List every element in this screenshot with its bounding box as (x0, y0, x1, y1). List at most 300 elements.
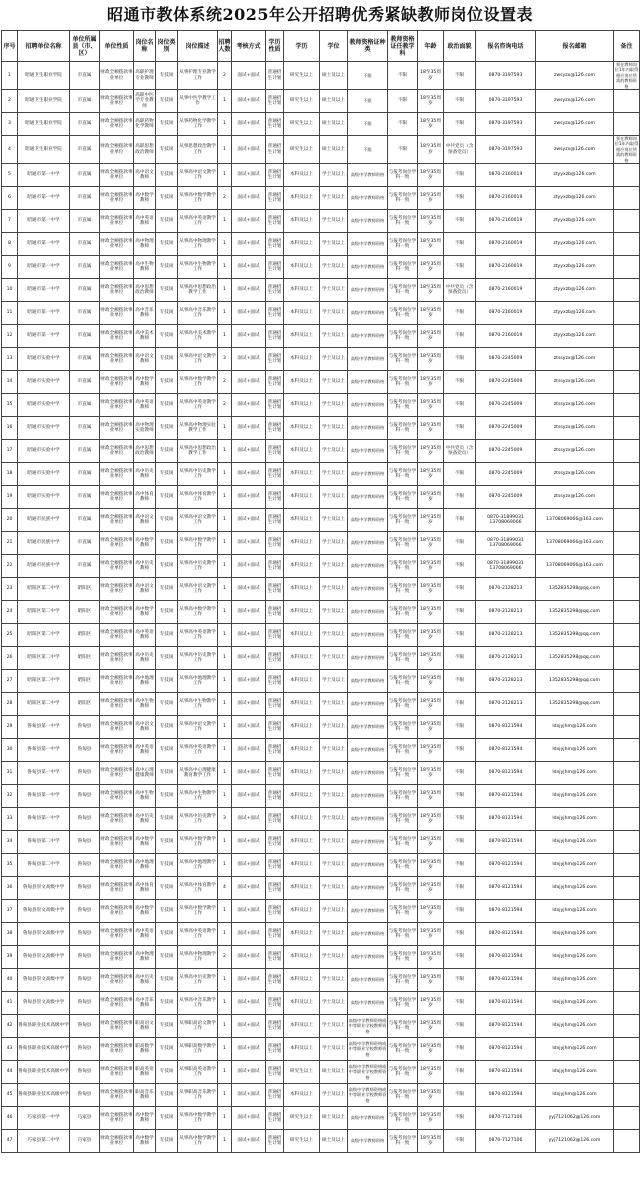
table-cell: 从事高中地理教学工作 (178, 670, 218, 693)
table-cell: 与报考岗位学科一致 (388, 1038, 418, 1061)
table-cell (614, 164, 640, 187)
table-cell: 面试+面试 (232, 877, 266, 900)
table-cell: 研究生以上 (284, 1130, 320, 1153)
table-header-row (2, 31, 640, 62)
table-cell: 鲁甸县 (70, 831, 100, 854)
table-cell: 昭通市第一中学 (18, 210, 70, 233)
table-cell: 不限 (444, 62, 476, 90)
table-cell: 面试+面试 (232, 1061, 266, 1084)
table-cell: 市直属 (70, 463, 100, 486)
table-cell: 不限 (444, 969, 476, 992)
table-cell: 面试+面试 (232, 831, 266, 854)
table-cell: 专技岗 (156, 1038, 178, 1061)
table-cell: 本科及以上 (284, 716, 320, 739)
table-cell: 43 (2, 1038, 18, 1061)
table-cell: 职高音乐教师 (134, 1084, 156, 1107)
table-cell: 市直属 (70, 62, 100, 90)
table-cell (614, 463, 640, 486)
table-cell: 高级中学教师资格 (348, 417, 388, 440)
table-cell: 不限 (348, 62, 388, 90)
table-row (2, 325, 640, 348)
table-cell: 昭通市第一中学 (18, 256, 70, 279)
table-cell: 学士及以上 (320, 693, 348, 716)
table-cell: 不限 (388, 113, 418, 136)
table-cell: 从事高中数学教学工作 (178, 371, 218, 394)
table-cell: 18至35周岁 (418, 371, 444, 394)
table-cell: 面试+面试 (232, 762, 266, 785)
table-cell: 本科及以上 (284, 555, 320, 578)
table-cell: 8 (2, 233, 18, 256)
table-cell: 市直属 (70, 136, 100, 164)
table-cell: 1 (218, 256, 232, 279)
table-cell: 本科及以上 (284, 325, 320, 348)
table-cell: 财政全额拨款事业单位 (100, 532, 134, 555)
table-cell (614, 233, 640, 256)
table-cell: 本科及以上 (284, 509, 320, 532)
table-cell: 1 (218, 486, 232, 509)
table-cell: 18至35周岁 (418, 532, 444, 555)
table-cell: 高职护理专业教师 (134, 62, 156, 90)
table-cell (614, 854, 640, 877)
table-cell: 硕士及以上 (320, 90, 348, 113)
table-cell: 鲁甸县崇文高级中学 (18, 923, 70, 946)
table-cell: 1 (218, 90, 232, 113)
column-header: 政治面貌 (444, 31, 476, 62)
table-cell: 39 (2, 946, 18, 969)
table-cell: 0870-8121594 (476, 1061, 536, 1084)
table-cell: 高级中学教师资格或中等职业学校教师资格 (348, 1061, 388, 1084)
table-cell: 面试+面试 (232, 923, 266, 946)
table-cell: 学士及以上 (320, 164, 348, 187)
table-cell: 18至35周岁 (418, 647, 444, 670)
table-cell: 中共党员（含预备党员） (444, 279, 476, 302)
table-cell: 1 (218, 164, 232, 187)
table-cell: 鲁甸县 (70, 900, 100, 923)
table-cell (614, 670, 640, 693)
table-cell: 财政全额拨款事业单位 (100, 509, 134, 532)
table-cell: ldxjyjhm@126.com (536, 785, 614, 808)
table-cell: ztssyzx@126.com (536, 394, 614, 417)
page-title: 昭通市教体系统2025年公开招聘优秀紧缺教师岗位设置表 (106, 5, 534, 24)
table-cell: 普通招生计划 (266, 486, 284, 509)
table-cell: 鲁甸县 (70, 969, 100, 992)
table-cell: 18至35周岁 (418, 1061, 444, 1084)
table-cell: 1 (218, 325, 232, 348)
table-cell: 学士及以上 (320, 578, 348, 601)
table-row (2, 136, 640, 164)
table-cell: 不限 (444, 762, 476, 785)
table-cell: ztssyzx@126.com (536, 463, 614, 486)
table-cell: 学士及以上 (320, 463, 348, 486)
table-cell: 42 (2, 1015, 18, 1038)
table-cell: 4 (218, 877, 232, 900)
table-cell: 与报考岗位学科一致 (388, 739, 418, 762)
table-cell: 面试+面试 (232, 440, 266, 463)
table-cell (614, 302, 640, 325)
table-cell: 18至35周岁 (418, 1084, 444, 1107)
table-cell: 不限 (444, 693, 476, 716)
table-cell: 不限 (444, 302, 476, 325)
table-cell: 普通招生计划 (266, 762, 284, 785)
table-cell: 硕士及以上 (320, 1061, 348, 1084)
table-cell: 高职思想政治教师 (134, 136, 156, 164)
table-cell: 19 (2, 486, 18, 509)
table-cell: 财政全额拨款事业单位 (100, 992, 134, 1015)
table-cell: 从事高中语文教学工作 (178, 716, 218, 739)
table-cell: 普通招生计划 (266, 62, 284, 90)
table-cell: 财政全额拨款事业单位 (100, 62, 134, 90)
table-cell: 财政全额拨款事业单位 (100, 946, 134, 969)
table-cell: 0870-2160019 (476, 256, 536, 279)
table-cell: 不限 (444, 946, 476, 969)
table-cell: 本科及以上 (284, 923, 320, 946)
table-cell: 面试+面试 (232, 90, 266, 113)
table-cell: 从事高中历史教学工作 (178, 647, 218, 670)
table-cell (614, 601, 640, 624)
table-cell: 市直属 (70, 440, 100, 463)
table-cell: 鲁甸县崇文高级中学 (18, 969, 70, 992)
table-cell: 普通招生计划 (266, 532, 284, 555)
table-cell: 鲁甸县 (70, 854, 100, 877)
table-cell: 普通招生计划 (266, 900, 284, 923)
table-cell: 0870-2245009 (476, 440, 536, 463)
table-cell: 本科及以上 (284, 210, 320, 233)
table-cell: 高级中学教师资格 (348, 969, 388, 992)
table-cell: 面试+面试 (232, 394, 266, 417)
table-cell: 本科及以上 (284, 164, 320, 187)
table-cell: 专技岗 (156, 394, 178, 417)
table-cell: 学士及以上 (320, 348, 348, 371)
table-cell: ztssyzx@126.com (536, 440, 614, 463)
table-cell: 学士及以上 (320, 739, 348, 762)
table-cell: 从事高中生物教学工作 (178, 693, 218, 716)
table-cell: 0870-2160019 (476, 279, 536, 302)
table-cell: 高中音乐教师 (134, 992, 156, 1015)
table-cell: 0870-2128213 (476, 693, 536, 716)
table-cell: 本科及以上 (284, 946, 320, 969)
table-cell: 0870-2245009 (476, 348, 536, 371)
table-cell: 昭通市实验中学 (18, 486, 70, 509)
table-cell: 18至35周岁 (418, 279, 444, 302)
table-cell: 普通招生计划 (266, 785, 284, 808)
table-cell: 面试+面试 (232, 233, 266, 256)
table-cell: 昭阳区第二中学 (18, 578, 70, 601)
column-header: 岗位描述 (178, 31, 218, 62)
table-cell: 1 (218, 233, 232, 256)
table-cell: 不限 (444, 90, 476, 113)
table-cell: 财政全额拨款事业单位 (100, 256, 134, 279)
table-cell: 高级中学教师资格或中等职业学校教师资格 (348, 1015, 388, 1038)
table-cell (614, 256, 640, 279)
table-cell: 从事高中物理教学工作 (178, 233, 218, 256)
table-cell: 面试+面试 (232, 256, 266, 279)
table-cell: 普通招生计划 (266, 670, 284, 693)
table-cell: 高中历史教师 (134, 555, 156, 578)
table-cell: 18至35周岁 (418, 555, 444, 578)
table-cell: 专技岗 (156, 762, 178, 785)
table-cell: 本科及以上 (284, 463, 320, 486)
table-row (2, 624, 640, 647)
table-cell: 高中语文教师 (134, 348, 156, 371)
table-cell: 不限 (444, 854, 476, 877)
table-cell: ztyyxzb@126.com (536, 210, 614, 233)
table-cell (614, 371, 640, 394)
table-row (2, 716, 640, 739)
table-cell: 23 (2, 578, 18, 601)
table-cell: 2 (2, 90, 18, 113)
table-cell: 市直属 (70, 187, 100, 210)
table-cell: 专技岗 (156, 256, 178, 279)
column-header: 教师资格证任教学科 (388, 31, 418, 62)
table-cell: 高中生物教师 (134, 693, 156, 716)
table-cell (614, 348, 640, 371)
table-cell: 市直属 (70, 348, 100, 371)
table-cell: 17 (2, 440, 18, 463)
table-cell: 昭通市实验中学 (18, 394, 70, 417)
table-cell: 财政全额拨款事业单位 (100, 900, 134, 923)
table-cell: 面试+面试 (232, 969, 266, 992)
table-cell: 普通招生计划 (266, 394, 284, 417)
table-cell: 1352835298@qq.com (536, 601, 614, 624)
table-cell: 高级中学教师资格或中等职业学校教师资格 (348, 1038, 388, 1061)
table-cell: 财政全额拨款事业单位 (100, 417, 134, 440)
table-cell: 本科及以上 (284, 256, 320, 279)
table-cell: 硕士及以上 (320, 113, 348, 136)
table-cell: 高级中学教师资格 (348, 348, 388, 371)
table-cell (614, 716, 640, 739)
table-cell: 面试+面试 (232, 808, 266, 831)
table-cell: 专技岗 (156, 348, 178, 371)
table-cell: 不限 (444, 486, 476, 509)
column-header: 备注 (614, 31, 640, 62)
table-cell: 市直属 (70, 394, 100, 417)
table-cell: 专技岗 (156, 233, 178, 256)
table-cell: 专技岗 (156, 923, 178, 946)
table-cell: 昭通市实验中学 (18, 371, 70, 394)
table-cell: 普通招生计划 (266, 1038, 284, 1061)
table-cell: 18至35周岁 (418, 1130, 444, 1153)
table-cell: 22 (2, 555, 18, 578)
table-row (2, 279, 640, 302)
table-cell: 0870-2160019 (476, 233, 536, 256)
table-cell: 从事高中物理教学工作 (178, 946, 218, 969)
table-cell: 高中数学教师 (134, 831, 156, 854)
table-cell: 研究生以上 (284, 113, 320, 136)
table-cell (614, 486, 640, 509)
table-cell: 4 (2, 136, 18, 164)
table-cell: 普通招生计划 (266, 808, 284, 831)
table-cell: 高级中学教师资格 (348, 647, 388, 670)
table-cell: 高级中学教师资格 (348, 877, 388, 900)
table-cell: 18至35周岁 (418, 946, 444, 969)
table-cell: 2 (218, 62, 232, 90)
table-cell: 不限 (444, 1084, 476, 1107)
table-cell: 学士及以上 (320, 785, 348, 808)
table-cell (614, 923, 640, 946)
column-header: 序号 (2, 31, 18, 62)
table-row (2, 463, 640, 486)
table-cell: 高中数学教师 (134, 1107, 156, 1130)
table-cell (614, 1061, 640, 1084)
table-cell: 本科及以上 (284, 1015, 320, 1038)
table-cell: 不限 (444, 210, 476, 233)
table-cell: yyj7121062@126.com (536, 1130, 614, 1153)
table-cell: 专技岗 (156, 62, 178, 90)
table-cell: 普通招生计划 (266, 233, 284, 256)
table-cell: ztyyxzb@126.com (536, 302, 614, 325)
table-cell: 18至35周岁 (418, 302, 444, 325)
table-cell: 学士及以上 (320, 279, 348, 302)
table-cell: 从事高中历史教学工作 (178, 463, 218, 486)
table-cell: 市直属 (70, 256, 100, 279)
table-cell: 本科及以上 (284, 578, 320, 601)
table-cell: 市直属 (70, 555, 100, 578)
table-cell: 财政全额拨款事业单位 (100, 233, 134, 256)
table-cell: 1 (218, 509, 232, 532)
table-cell: 鲁甸县 (70, 762, 100, 785)
table-cell: 学士及以上 (320, 233, 348, 256)
table-cell: 与报考岗位学科一致 (388, 923, 418, 946)
table-cell: 44 (2, 1061, 18, 1084)
table-cell: 普通招生计划 (266, 279, 284, 302)
table-cell: 学士及以上 (320, 256, 348, 279)
table-cell: 0870-2160019 (476, 302, 536, 325)
table-cell: 鲁甸县 (70, 1015, 100, 1038)
table-row (2, 762, 640, 785)
table-cell: 财政全额拨款事业单位 (100, 279, 134, 302)
table-cell (614, 647, 640, 670)
table-cell: 专技岗 (156, 946, 178, 969)
table-cell: 1352835298@qq.com (536, 670, 614, 693)
table-cell: 财政全额拨款事业单位 (100, 831, 134, 854)
table-cell: ldxjyjhm@126.com (536, 716, 614, 739)
table-cell: 0870-2245009 (476, 371, 536, 394)
table-cell: 财政全额拨款事业单位 (100, 1084, 134, 1107)
table-cell: 0870-3197593 (476, 136, 536, 164)
table-cell: 专技岗 (156, 210, 178, 233)
table-cell: 3 (218, 808, 232, 831)
table-cell (614, 762, 640, 785)
table-cell: 本科及以上 (284, 647, 320, 670)
table-cell: 学士及以上 (320, 302, 348, 325)
table-cell: 0870-3197593 (476, 62, 536, 90)
table-row (2, 371, 640, 394)
table-cell: 高职药物化学教师 (134, 113, 156, 136)
table-cell: 鲁甸县崇文高级中学 (18, 992, 70, 1015)
table-cell: 学士及以上 (320, 992, 348, 1015)
table-cell: 鲁甸县 (70, 877, 100, 900)
table-cell: 本科及以上 (284, 900, 320, 923)
table-cell: 专技岗 (156, 1107, 178, 1130)
table-cell: 昭通卫生职业学院 (18, 113, 70, 136)
table-row (2, 394, 640, 417)
table-cell: 鲁甸县崇文高级中学 (18, 877, 70, 900)
table-cell: 高中体育教师 (134, 486, 156, 509)
table-cell: 与报考岗位学科一致 (388, 348, 418, 371)
table-cell: 专技岗 (156, 440, 178, 463)
table-cell (614, 831, 640, 854)
table-cell (614, 578, 640, 601)
table-cell (614, 440, 640, 463)
table-cell: 本科及以上 (284, 348, 320, 371)
table-cell: 不限 (388, 136, 418, 164)
table-row (2, 90, 640, 113)
table-cell: 1 (218, 532, 232, 555)
table-cell: 与报考岗位学科一致 (388, 440, 418, 463)
table-cell: 财政全额拨款事业单位 (100, 1130, 134, 1153)
table-cell: 47 (2, 1130, 18, 1153)
table-cell (614, 113, 640, 136)
table-cell: 市直属 (70, 113, 100, 136)
table-cell: 学士及以上 (320, 532, 348, 555)
table-cell: 从事高中英语教学工作 (178, 923, 218, 946)
table-cell: 专技岗 (156, 1061, 178, 1084)
table-cell: 0870-2245009 (476, 463, 536, 486)
table-cell: 学士及以上 (320, 1084, 348, 1107)
table-cell: 普通招生计划 (266, 325, 284, 348)
table-row (2, 831, 640, 854)
column-header: 单位性质 (100, 31, 134, 62)
table-cell: 0870-2128213 (476, 670, 536, 693)
table-cell: 职高英语教师 (134, 1061, 156, 1084)
table-cell: 普通招生计划 (266, 923, 284, 946)
table-cell: 从事高中英语教学工作 (178, 210, 218, 233)
table-cell: 与报考岗位学科一致 (388, 187, 418, 210)
table-cell: 面试+面试 (232, 785, 266, 808)
table-cell: 昭通卫生职业学院 (18, 90, 70, 113)
table-cell: 1 (218, 1038, 232, 1061)
table-cell: zwsyzx@126.com (536, 113, 614, 136)
table-cell: 不限 (444, 624, 476, 647)
table-row (2, 302, 640, 325)
table-cell: 财政全额拨款事业单位 (100, 90, 134, 113)
table-cell: 本科及以上 (284, 739, 320, 762)
table-cell: 面试+面试 (232, 187, 266, 210)
table-cell: 鲁甸县崇文高级中学 (18, 900, 70, 923)
table-row (2, 1107, 640, 1130)
table-cell: zwsyzx@126.com (536, 62, 614, 90)
table-cell: 面试+面试 (232, 739, 266, 762)
positions-table (1, 30, 640, 1153)
table-cell: 财政全额拨款事业单位 (100, 877, 134, 900)
table-cell: 不限 (444, 509, 476, 532)
table-cell: 从事高中音乐教学工作 (178, 992, 218, 1015)
table-cell: 普通招生计划 (266, 210, 284, 233)
table-cell: 学士及以上 (320, 417, 348, 440)
table-cell: 财政全额拨款事业单位 (100, 1107, 134, 1130)
table-cell: 35 (2, 854, 18, 877)
table-cell: 高级中学教师资格 (348, 509, 388, 532)
table-cell: 专技岗 (156, 624, 178, 647)
table-cell: 高级中学教师资格 (348, 785, 388, 808)
table-cell: ztyyxzb@126.com (536, 233, 614, 256)
table-cell: 1352835298@qq.com (536, 647, 614, 670)
table-cell: 38 (2, 923, 18, 946)
table-cell: 面试+面试 (232, 302, 266, 325)
table-cell (614, 1084, 640, 1107)
table-cell: 不限 (444, 716, 476, 739)
table-cell: 18至35周岁 (418, 1107, 444, 1130)
table-cell: 高级中学教师资格 (348, 900, 388, 923)
table-cell: 3 (2, 113, 18, 136)
table-cell: 2 (218, 371, 232, 394)
table-cell: 13708069066@163.com (536, 532, 614, 555)
table-cell: 学士及以上 (320, 394, 348, 417)
table-cell: 1 (218, 113, 232, 136)
table-cell: 0870-8121594 (476, 831, 536, 854)
table-cell: 37 (2, 900, 18, 923)
table-row (2, 62, 640, 90)
